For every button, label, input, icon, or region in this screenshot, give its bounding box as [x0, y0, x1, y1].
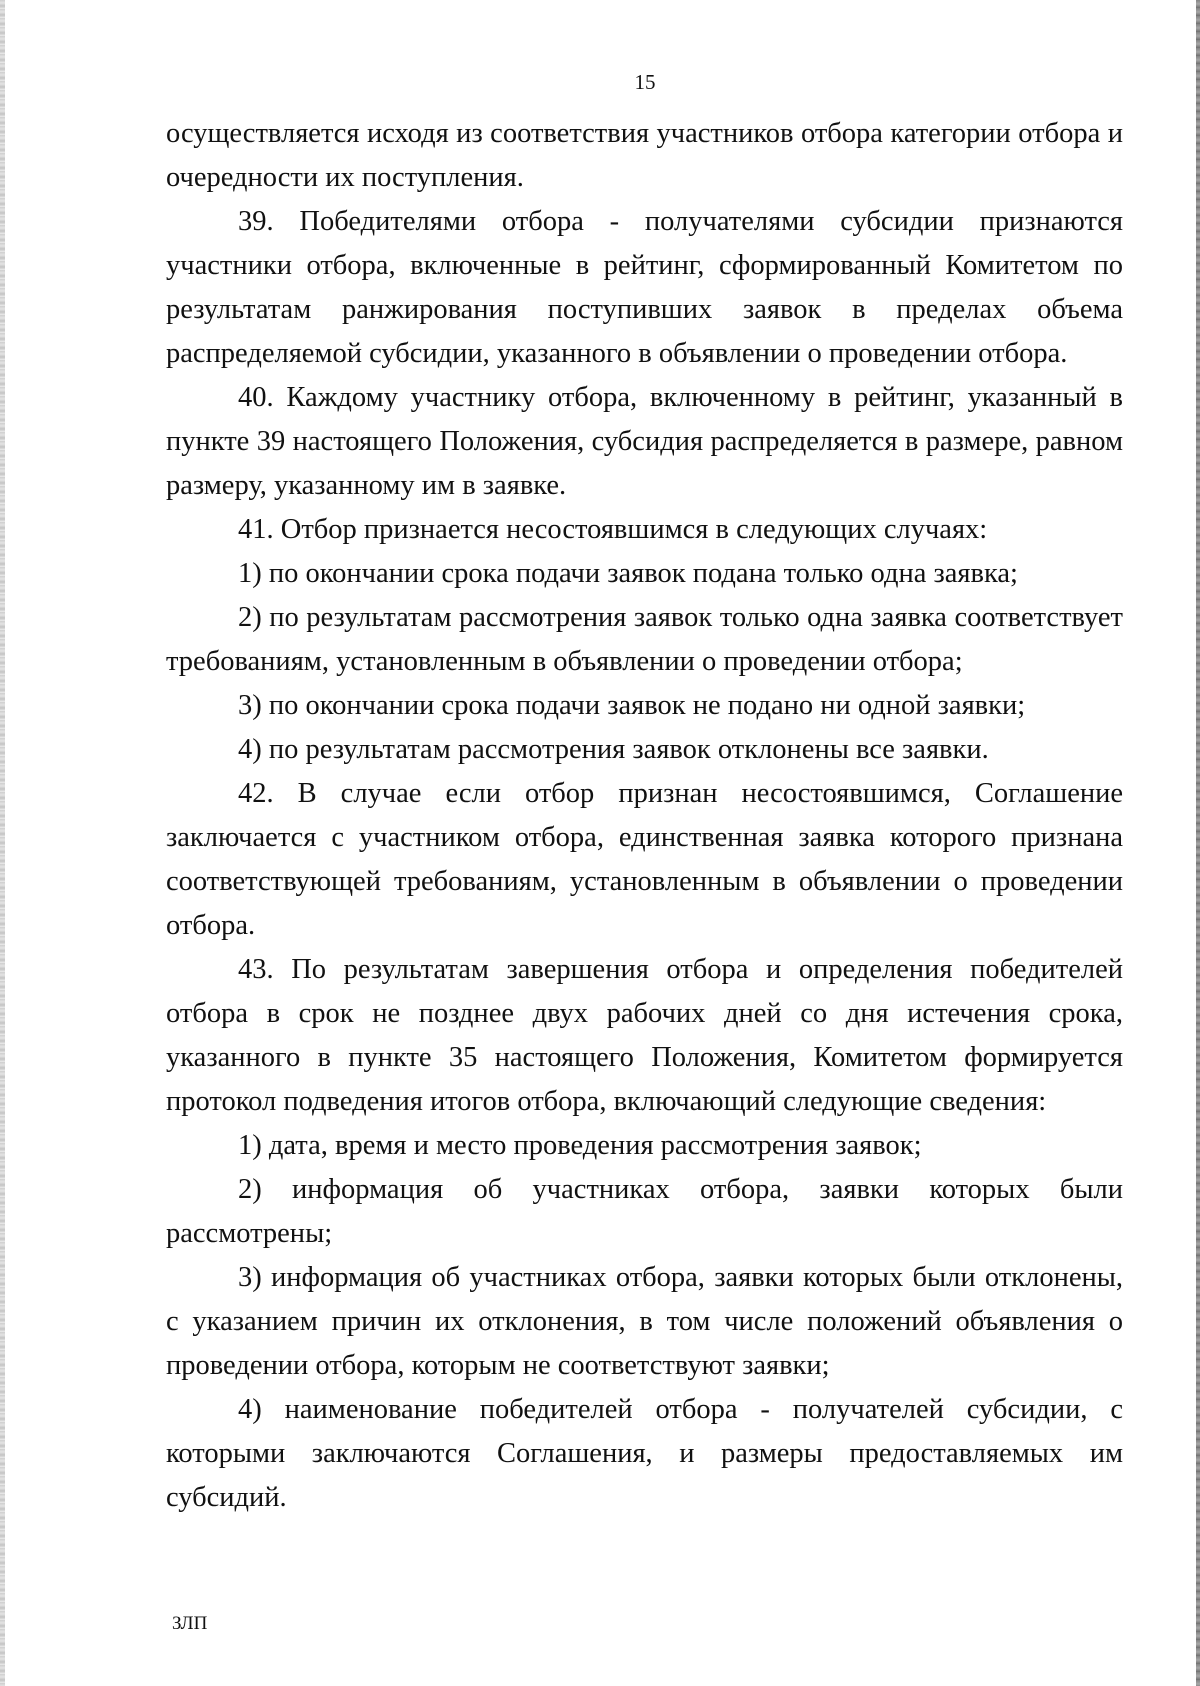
- paragraph-43: 43. По результатам завершения отбора и определения победителей отбора в срок не позднее двух рабочих дней со дня истечения срока, указанного в пункте 35 настоящего Положения, Комитетом формируется протокол подведения итогов отбора, включающий следующие сведения:: [166, 954, 1123, 1117]
- paragraph-continuation: осуществляется исходя из соответствия участников отбора категории отбора и очередности их поступления.: [166, 118, 1123, 193]
- footer-code: ЗЛП: [172, 1613, 208, 1634]
- paragraph-41-item-2: 2) по результатам рассмотрения заявок только одна заявка соответствует требованиям, установленным в объявлении о проведении отбора;: [166, 602, 1123, 677]
- paragraph-43-item-2: 2) информация об участниках отбора, заявки которых были рассмотрены;: [166, 1174, 1123, 1249]
- scan-right-edge: [1196, 0, 1200, 1686]
- paragraph-42: 42. В случае если отбор признан несостоявшимся, Соглашение заключается с участником отбора, единственная заявка которого признана соответствующей требованиям, установленным в объявлении о проведении отбора.: [166, 778, 1123, 941]
- paragraph-43-item-3: 3) информация об участниках отбора, заявки которых были отклонены, с указанием причин их отклонения, в том числе положений объявления о проведении отбора, которым не соответствуют заявки;: [166, 1262, 1123, 1381]
- paragraph-43-item-4: 4) наименование победителей отбора - получателей субсидии, с которыми заключаются Соглашения, и размеры предоставляемых им субсидий.: [166, 1394, 1123, 1513]
- scan-left-edge: [0, 0, 5, 1686]
- paragraph-40: 40. Каждому участнику отбора, включенному в рейтинг, указанный в пункте 39 настоящего Положения, субсидия распределяется в размере, равном размеру, указанному им в заявке.: [166, 382, 1123, 501]
- paragraph-43-item-1: 1) дата, время и место проведения рассмотрения заявок;: [238, 1130, 922, 1161]
- paragraph-41-item-1: 1) по окончании срока подачи заявок подана только одна заявка;: [238, 558, 1018, 589]
- page-number: 15: [634, 70, 656, 94]
- paragraph-41: 41. Отбор признается несостоявшимся в следующих случаях:: [238, 514, 988, 545]
- paragraph-39: 39. Победителями отбора - получателями субсидии признаются участники отбора, включенные в рейтинг, сформированный Комитетом по результатам ранжирования поступивших заявок в пределах объема распределяемой субсидии, указанного в объявлении о проведении отбора.: [166, 206, 1123, 369]
- paragraph-41-item-4: 4) по результатам рассмотрения заявок отклонены все заявки.: [238, 734, 989, 765]
- document-body: [166, 112, 1123, 1520]
- paragraph-41-item-3: 3) по окончании срока подачи заявок не подано ни одной заявки;: [238, 690, 1026, 721]
